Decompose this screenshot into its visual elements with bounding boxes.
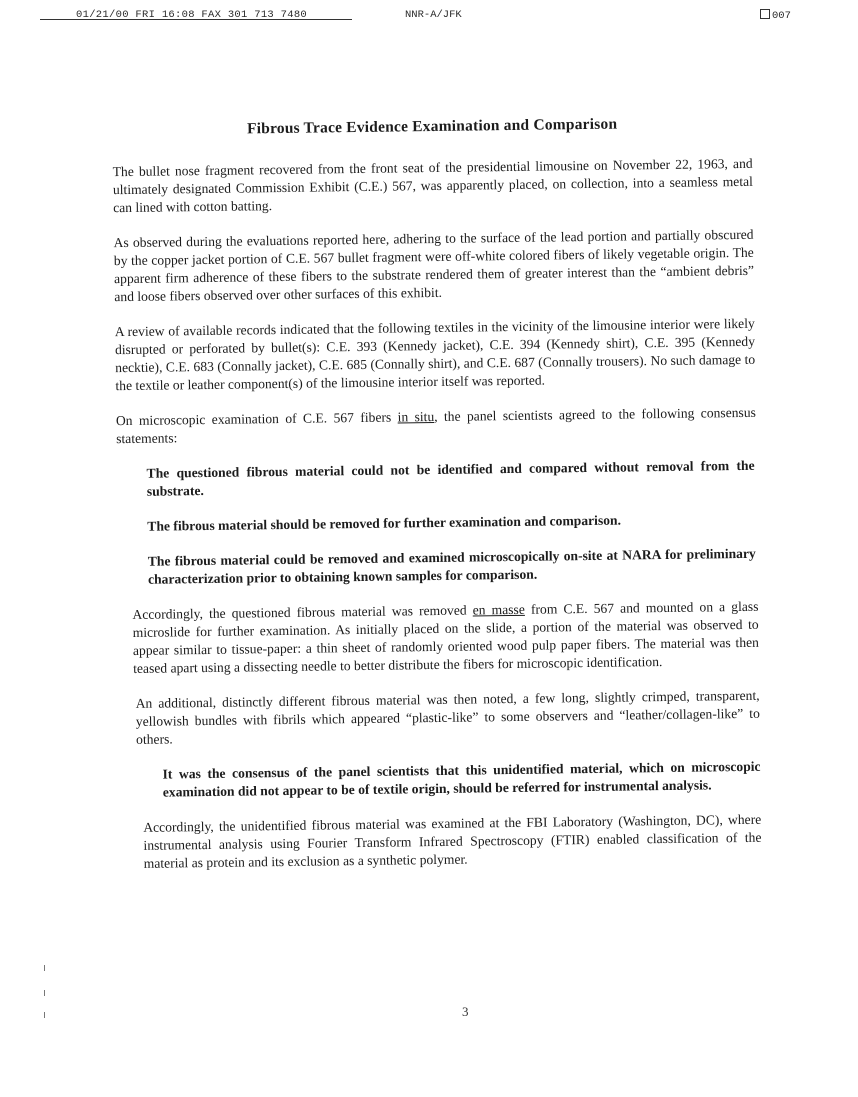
consensus-statement-3: The fibrous material could be removed and examined microscopically on-site at NARA for preliminary characterization prior to obtaining known samples for comparison. [147,545,756,587]
consensus-statement-4: It was the consensus of the panel scientists that this unidentified material, which on microscopic examination did not appear to be of textile origin, should be referred for instrumental analysis. [162,758,761,800]
fax-page-box-icon [760,9,770,19]
margin-mark [44,1012,45,1018]
paragraph-2: As observed during the evaluations reported here, adhering to the surface of the lead portion and partially obscured by the copper jacket portion of C.E. 567 bullet fragment were off-white colored fibers of likely vegetable origin. The apparent firm adherence of these fibers to the substrate rendered them of greater interest than the “ambient debris” and loose fibers observed over other surfaces of this exhibit. [113,226,755,305]
paragraph-4-text-a: On microscopic examination of C.E. 567 fibers [115,409,398,429]
paragraph-7: Accordingly, the unidentified fibrous material was examined at the FBI Laboratory (Washington, DC), where instrumental analysis using Fourier Transform Infrared Spectroscopy (FTIR) enabled classification of the material as protein and its exclusion as a synthetic polymer. [143,811,762,871]
paragraph-1: The bullet nose fragment recovered from the front seat of the presidential limousine on November 22, 1963, and ultimately designated Commission Exhibit (C.E.) 567, was apparently placed, on collection, into a seamless metal can lined with cotton batting. [112,155,753,216]
in-situ-underlined: in situ [397,408,435,425]
fax-page-count: 007 [772,10,791,22]
paragraph-3: A review of available records indicated that the following textiles in the vicinity of the limousine interior were likely disrupted or perforated by bullet(s): C.E. 393 (Kennedy jacket), C.E. 394 (Kennedy shirt), C.E. 395 (Kennedy necktie), C.E. 683 (Connally jacket), C.E. 685 (Connally shirt), and C.E. 687 (Connally trousers). No such damage to the textile or leather component(s) of the limousine interior itself was reported. [114,315,756,394]
en-masse-underlined: en masse [472,601,525,618]
paragraph-5-text-a: Accordingly, the questioned fibrous material was removed [132,602,473,622]
paragraph-5 [118,598,759,678]
margin-mark [44,965,45,971]
paragraph-4-text-b: , the panel scientists agreed to the following consensus statements: [116,404,756,447]
fax-header [0,9,858,25]
margin-mark [44,990,45,996]
document-title: Fibrous Trace Evidence Examination and Comparison [246,115,618,138]
paragraph-6: An additional, distinctly different fibrous material was then noted, a few long, slightly crimped, transparent, yellowish bundles with fibrils which appeared “plastic-like” to some observers and “leather/collagen-like” to others. [135,687,760,747]
fax-header-right [760,9,791,22]
page-number: 3 [462,1004,469,1019]
paragraph-5-text-b: from C.E. 567 and mounted on a glass microslide for further examination. As initially placed on the slide, a portion of the material was observed to appear similar to tissue-paper: a thin sheet of randomly oriented wood pulp paper fibers. The material was then teased apart using a dissecting needle to better distribute the fibers for microscopic identification. [132,598,759,676]
paragraph-4 [116,404,756,448]
consensus-statement-1: The questioned fibrous material could not be identified and compared without removal from the substrate. [146,457,755,499]
document-body [112,114,762,890]
fax-header-left: 01/21/00 FRI 16:08 FAX 301 713 7480 [76,9,308,21]
fax-header-center: NNR-A/JFK [405,9,462,21]
consensus-statement-2: The fibrous material should be removed for further examination and comparison. [147,512,622,534]
